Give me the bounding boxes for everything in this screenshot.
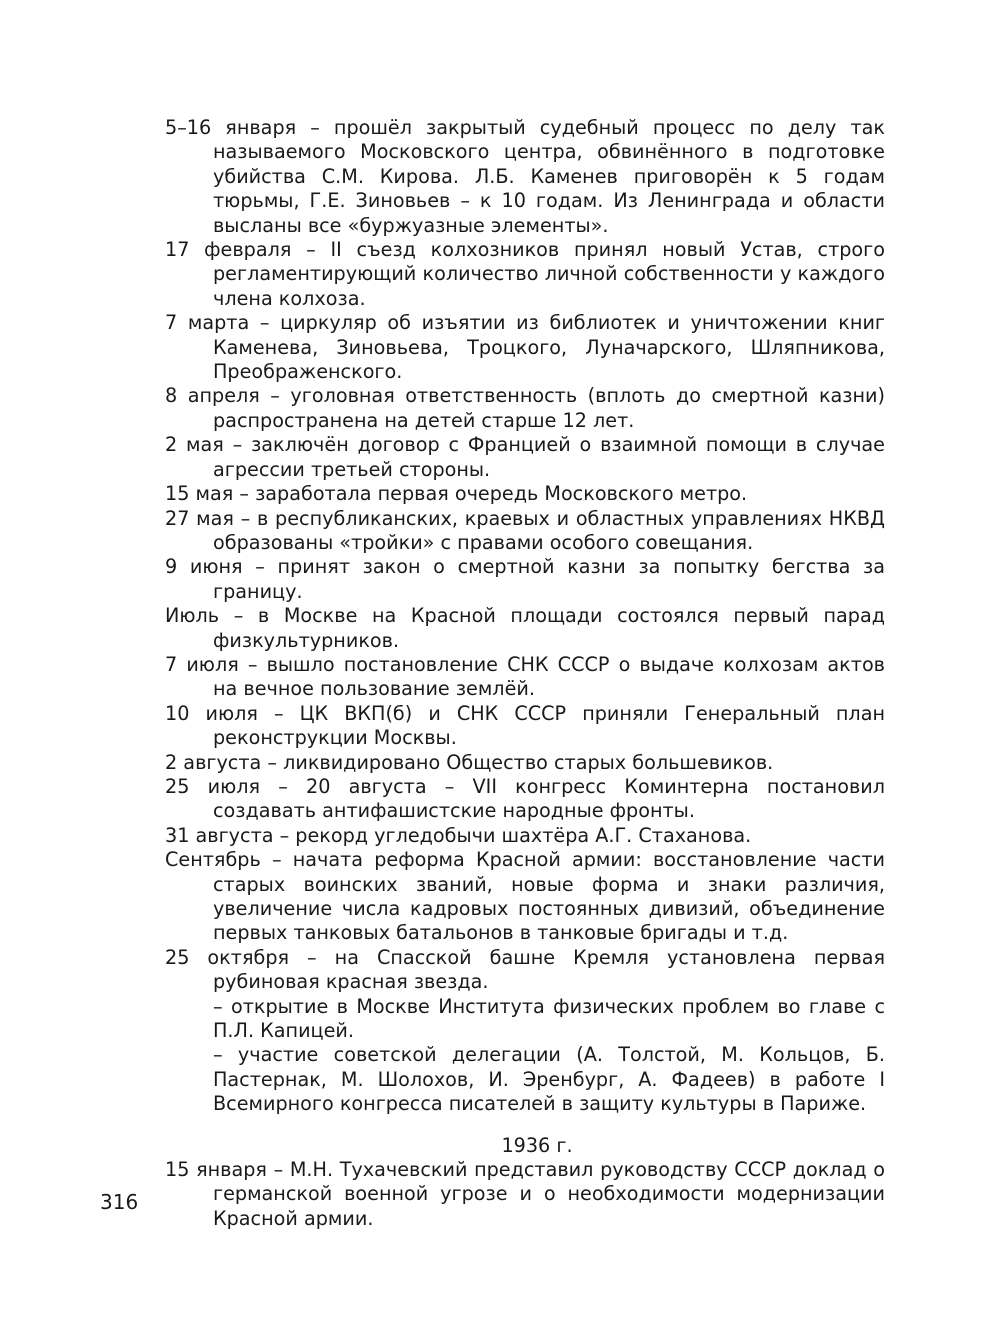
year-heading: 1936 г. xyxy=(501,1133,573,1157)
chronology-entry: 10 июля – ЦК ВКП(б) и СНК СССР приняли Генеральный план реконструкции Москвы. xyxy=(165,701,885,750)
chronology-entry: Июль – в Москве на Красной площади состоялся первый парад физкультурников. xyxy=(165,604,885,652)
chronology-entry: 7 марта – циркуляр об изъятии из библиотек и уничтожении книг Каменева, Зиновьева, Троцкого, Луначарского, Шляпникова, Преображенского. xyxy=(165,311,885,384)
chronology-entry: 25 октября – на Спасской башне Кремля установлена первая рубиновая красная звезда. xyxy=(165,945,885,994)
chronology-entry: 27 мая – в республиканских, краевых и областных управлениях НКВД образованы «тройки» с правами особого совещания. xyxy=(165,506,885,554)
chronology-sub-entry: – открытие в Москве Института физических проблем во главе с П.Л. Капицей. xyxy=(213,994,885,1043)
chronology-entry: Сентябрь – начата реформа Красной армии: восстановление части старых воинских званий, новые форма и знаки различия, увеличение числа кадровых постоянных дивизий, объединение первых танковых батальонов в танковые бригады и т.д. xyxy=(165,848,885,945)
chronology-entry: 2 августа – ликвидировано Общество старых большевиков. xyxy=(165,750,774,774)
chronology-sub-entry: – участие советской делегации (А. Толстой, М. Кольцов, Б. Пастернак, М. Шолохов, И. Эренбург, А. Фадеев) в работе I Всемирного конгресса писателей в защиту культуры в Париже. xyxy=(213,1043,885,1116)
chronology-entry: 15 января – М.Н. Тухачевский представил руководству СССР доклад о германской военной угрозе и о необходимости модернизации Красной армии. xyxy=(165,1158,885,1230)
chronology-entry: 8 апреля – уголовная ответственность (вплоть до смертной казни) распространена на детей старше 12 лет. xyxy=(165,384,885,432)
chronology-entry: 5–16 января – прошёл закрытый судебный процесс по делу так называемого Московского центра, обвинённого в подготовке убийства С.М. Кирова. Л.Б. Каменев приговорён к 5 годам тюрьмы, Г.Е. Зиновьев – к 10 годам. Из Ленинграда и области высланы все «буржуазные элементы». xyxy=(165,116,885,237)
chronology-entry: 31 августа – рекорд угледобычи шахтёра А.Г. Стаханова. xyxy=(165,823,752,847)
chronology-entry: 25 июля – 20 августа – VII конгресс Коминтерна постановил создавать антифашистские народные фронты. xyxy=(165,774,885,823)
chronology-entry: 7 июля – вышло постановление СНК СССР о выдаче колхозам актов на вечное пользование землёй. xyxy=(165,652,885,701)
chronology-text xyxy=(165,116,885,1231)
chronology-entry: 17 февраля – II съезд колхозников принял новый Устав, строго регламентирующий количество личной собственности у каждого члена колхоза. xyxy=(165,238,885,310)
page-number: 316 xyxy=(100,1190,139,1214)
chronology-entry: 9 июня – принят закон о смертной казни за попытку бегства за границу. xyxy=(165,555,885,603)
chronology-entry: 15 мая – заработала первая очередь Московского метро. xyxy=(165,482,748,506)
chronology-entry: 2 мая – заключён договор с Францией о взаимной помощи в случае агрессии третьей стороны. xyxy=(165,433,885,481)
